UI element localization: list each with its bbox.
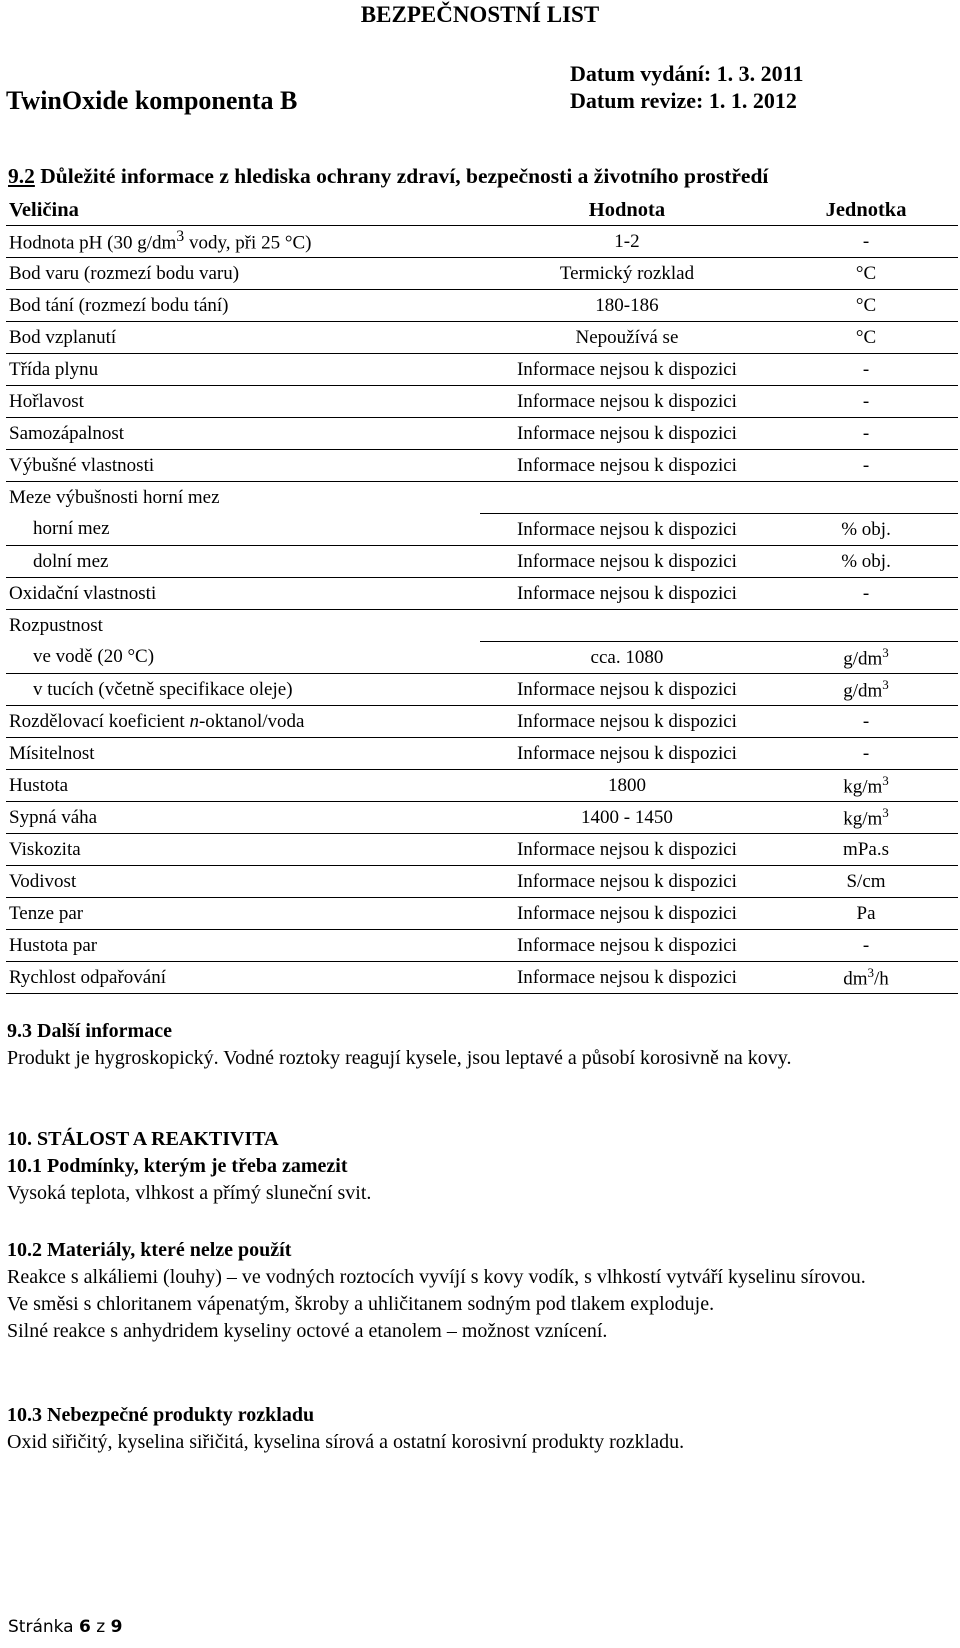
property-unit-cell	[774, 354, 958, 386]
table-row	[6, 834, 958, 866]
property-value: cca. 1080	[590, 646, 664, 668]
table-row	[6, 962, 958, 994]
revision-date: Datum revize: 1. 1. 2012	[570, 88, 797, 113]
property-name-cell	[6, 386, 480, 418]
property-unit-cell	[774, 322, 958, 354]
property-value: 180-186	[595, 294, 659, 316]
property-unit-superscript: 3	[882, 676, 889, 692]
property-name: Bod tání (rozmezí bodu tání)	[9, 294, 229, 316]
section-9-2-heading	[8, 164, 768, 189]
property-value: Nepoužívá se	[575, 326, 679, 348]
property-value: Informace nejsou k dispozici	[516, 550, 737, 572]
property-unit-cell	[774, 226, 958, 258]
property-unit-cell	[774, 418, 958, 450]
property-unit: -	[862, 742, 870, 764]
property-name: Tenze par	[9, 902, 84, 924]
property-unit-cell	[774, 546, 958, 578]
property-value: Informace nejsou k dispozici	[516, 518, 737, 540]
property-name: Viskozita	[9, 838, 81, 860]
property-name: Výbušné vlastnosti	[9, 454, 155, 476]
property-value: Informace nejsou k dispozici	[516, 710, 737, 732]
property-value: Informace nejsou k dispozici	[516, 390, 737, 412]
property-name-italic: n	[189, 710, 199, 732]
property-name: Hodnota pH (30 g/dm	[9, 232, 177, 254]
property-value: Informace nejsou k dispozici	[516, 966, 737, 988]
property-name-cell	[6, 610, 480, 642]
property-name-cell	[6, 418, 480, 450]
table-row	[6, 930, 958, 962]
property-unit-cell	[774, 898, 958, 930]
property-value: Informace nejsou k dispozici	[516, 934, 737, 956]
property-unit: -	[862, 454, 870, 476]
property-unit: -	[862, 582, 870, 604]
property-unit: g/dm	[843, 680, 883, 702]
table-row	[6, 482, 958, 514]
property-unit-cell	[774, 738, 958, 770]
property-value-cell	[480, 482, 774, 514]
table-row	[6, 866, 958, 898]
property-unit: % obj.	[841, 518, 891, 540]
property-value-cell	[480, 322, 774, 354]
property-name-superscript: 3	[176, 228, 185, 246]
property-name: Bod vzplanutí	[9, 326, 117, 348]
property-name: Oxidační vlastnosti	[9, 582, 157, 604]
property-unit: dm	[843, 968, 868, 990]
section-10-2-text-2: Ve směsi s chloritanem vápenatým, škroby a uhličitanem sodným pod tlakem exploduje.	[7, 1293, 715, 1315]
document-dates	[570, 60, 803, 114]
property-value-cell	[480, 290, 774, 322]
property-value: Informace nejsou k dispozici	[516, 358, 737, 380]
property-value-cell	[480, 258, 774, 290]
property-name: ve vodě (20 °C)	[33, 646, 155, 668]
section-9-3-text: Produkt je hygroskopický. Vodné roztoky reagují kysele, jsou leptavé a působí korosivně na kovy.	[7, 1047, 792, 1069]
property-unit: Pa	[856, 902, 876, 924]
property-value-cell	[480, 578, 774, 610]
property-value-cell	[480, 386, 774, 418]
property-unit-cell	[774, 290, 958, 322]
property-name: Hustota par	[9, 934, 98, 956]
property-name-cell	[6, 930, 480, 962]
footer-page-current: 6	[79, 1617, 91, 1637]
property-name-cell	[6, 866, 480, 898]
property-unit-cell	[774, 610, 958, 642]
property-unit-superscript: 3	[882, 772, 889, 788]
property-name-cell	[6, 898, 480, 930]
section-10-2-text-1: Reakce s alkáliemi (louhy) – ve vodných roztocích vyvíjí s kovy vodík, s vlhkostí vytváří kyselinu sírovou.	[7, 1266, 866, 1288]
property-unit: -	[862, 710, 870, 732]
property-name-cell	[6, 738, 480, 770]
properties-table	[6, 195, 958, 994]
table-row	[6, 546, 958, 578]
property-name: Sypná váha	[9, 806, 98, 828]
property-name: horní mez	[33, 518, 110, 540]
property-name: Rychlost odpařování	[9, 966, 167, 988]
footer-page-total: 9	[110, 1617, 123, 1637]
table-row	[6, 418, 958, 450]
property-name-cell	[6, 290, 480, 322]
property-unit-cell	[774, 386, 958, 418]
section-10-2-text-3: Silné reakce s anhydridem kyseliny octové a etanolem – možnost vznícení.	[7, 1320, 608, 1342]
table-row	[6, 642, 958, 674]
property-name: Meze výbušnosti horní mez	[9, 486, 220, 508]
property-name-cell	[6, 354, 480, 386]
property-unit: °C	[855, 294, 877, 316]
property-unit: °C	[855, 262, 877, 284]
property-name-cell	[6, 770, 480, 802]
property-name: Rozpustnost	[9, 614, 103, 636]
section-10-3-text: Oxid siřičitý, kyselina siřičitá, kyselina sírová a ostatní korosivní produkty rozkladu.	[7, 1431, 685, 1453]
property-unit: g/dm	[843, 648, 883, 670]
section-10	[7, 1126, 937, 1207]
property-unit: °C	[855, 326, 877, 348]
section-10-2	[7, 1237, 937, 1345]
property-value-cell	[480, 834, 774, 866]
issue-date: Datum vydání: 1. 3. 2011	[570, 61, 804, 86]
properties-table-body	[6, 226, 958, 994]
table-row	[6, 514, 958, 546]
property-unit-tail: /h	[874, 968, 889, 990]
property-value-cell	[480, 802, 774, 834]
property-value: Termický rozklad	[559, 262, 695, 284]
property-value-cell	[480, 642, 774, 674]
table-row	[6, 706, 958, 738]
property-name-cell	[6, 642, 480, 674]
table-row	[6, 674, 958, 706]
property-name: Samozápalnost	[9, 422, 125, 444]
property-name-cell	[6, 514, 480, 546]
section-10-3-heading: 10.3 Nebezpečné produkty rozkladu	[7, 1404, 315, 1426]
table-row	[6, 802, 958, 834]
table-row	[6, 770, 958, 802]
property-value: 1-2	[614, 230, 640, 252]
table-row	[6, 578, 958, 610]
property-unit-cell	[774, 578, 958, 610]
property-unit-cell	[774, 770, 958, 802]
property-name: Hořlavost	[9, 390, 84, 412]
property-unit: -	[862, 422, 870, 444]
property-unit-cell	[774, 802, 958, 834]
property-name-cell	[6, 226, 480, 258]
property-value: Informace nejsou k dispozici	[516, 454, 737, 476]
property-name-cell	[6, 450, 480, 482]
property-value: Informace nejsou k dispozici	[516, 870, 737, 892]
property-unit-cell	[774, 674, 958, 706]
section-9-2-title: Důležité informace z hlediska ochrany zdraví, bezpečnosti a životního prostředí	[34, 164, 769, 188]
property-value: Informace nejsou k dispozici	[516, 678, 737, 700]
column-header-unit: Jednotka	[774, 195, 958, 226]
table-row	[6, 258, 958, 290]
property-name: Hustota	[9, 774, 69, 796]
section-10-1-heading: 10.1 Podmínky, kterým je třeba zamezit	[7, 1155, 348, 1177]
property-unit-cell	[774, 642, 958, 674]
property-unit-cell	[774, 866, 958, 898]
property-name-cell	[6, 322, 480, 354]
property-unit-cell	[774, 482, 958, 514]
property-name: Mísitelnost	[9, 742, 95, 764]
property-name: Bod varu (rozmezí bodu varu)	[9, 262, 240, 284]
property-value-cell	[480, 770, 774, 802]
property-name-tail: vody, při 25 °C)	[184, 232, 312, 254]
section-10-heading: 10. STÁLOST A REAKTIVITA	[7, 1128, 279, 1150]
property-unit: % obj.	[841, 550, 891, 572]
property-unit-cell	[774, 514, 958, 546]
property-name-cell	[6, 546, 480, 578]
section-10-1-text: Vysoká teplota, vlhkost a přímý sluneční svit.	[7, 1182, 372, 1204]
section-9-3	[7, 1018, 937, 1072]
footer-page-prefix: Stránka	[8, 1617, 80, 1637]
property-value-cell	[480, 674, 774, 706]
property-value: Informace nejsou k dispozici	[516, 902, 737, 924]
property-value: Informace nejsou k dispozici	[516, 742, 737, 764]
property-value: Informace nejsou k dispozici	[516, 838, 737, 860]
property-value-cell	[480, 898, 774, 930]
property-value-cell	[480, 706, 774, 738]
property-value-cell	[480, 930, 774, 962]
section-9-3-heading: 9.3 Další informace	[7, 1020, 172, 1042]
property-unit-superscript: 3	[882, 804, 889, 820]
property-value-cell	[480, 738, 774, 770]
section-10-2-heading: 10.2 Materiály, které nelze použít	[7, 1239, 292, 1261]
property-name: Rozdělovací koeficient	[9, 710, 190, 732]
table-row	[6, 610, 958, 642]
property-unit-cell	[774, 258, 958, 290]
property-name: Vodivost	[9, 870, 77, 892]
property-value-cell	[480, 866, 774, 898]
property-value-cell	[480, 962, 774, 994]
document-title: BEZPEČNOSTNÍ LIST	[360, 2, 600, 27]
property-value-cell	[480, 226, 774, 258]
table-row	[6, 322, 958, 354]
property-value-cell	[480, 546, 774, 578]
table-row	[6, 898, 958, 930]
property-value: 1800	[607, 774, 646, 796]
product-name: TwinOxide komponenta B	[6, 86, 298, 115]
property-value-cell	[480, 418, 774, 450]
property-value: 1400 - 1450	[581, 806, 673, 828]
property-unit: mPa.s	[843, 838, 889, 860]
property-name-cell	[6, 578, 480, 610]
property-value-cell	[480, 514, 774, 546]
property-unit: -	[862, 934, 870, 956]
property-name: Třída plynu	[9, 358, 99, 380]
property-unit-cell	[774, 834, 958, 866]
property-unit-superscript: 3	[867, 964, 875, 980]
property-value-cell	[480, 610, 774, 642]
property-unit-cell	[774, 930, 958, 962]
page-footer	[8, 1617, 122, 1637]
property-name-cell	[6, 962, 480, 994]
property-value: Informace nejsou k dispozici	[516, 422, 737, 444]
property-name-cell	[6, 258, 480, 290]
table-row	[6, 386, 958, 418]
property-unit: -	[862, 358, 870, 380]
property-unit-cell	[774, 962, 958, 994]
table-header-row	[6, 195, 958, 226]
property-unit: -	[862, 230, 870, 252]
property-unit-cell	[774, 706, 958, 738]
property-unit: S/cm	[846, 870, 886, 892]
table-row	[6, 290, 958, 322]
property-name-cell	[6, 706, 480, 738]
property-unit: -	[862, 390, 870, 412]
table-row	[6, 738, 958, 770]
table-row	[6, 450, 958, 482]
section-10-3	[7, 1402, 937, 1456]
property-name: dolní mez	[33, 550, 109, 572]
table-row	[6, 226, 958, 258]
property-value-cell	[480, 450, 774, 482]
property-name-tail: -oktanol/voda	[198, 710, 305, 732]
property-name: v tucích (včetně specifikace oleje)	[33, 678, 293, 700]
property-name-cell	[6, 482, 480, 514]
column-header-quantity: Veličina	[6, 195, 480, 226]
property-unit-cell	[774, 450, 958, 482]
property-unit-superscript: 3	[882, 644, 889, 660]
footer-page-mid: z	[90, 1617, 111, 1637]
column-header-value: Hodnota	[480, 195, 774, 226]
property-value: Informace nejsou k dispozici	[516, 582, 737, 604]
property-unit: kg/m	[843, 776, 883, 798]
property-value-cell	[480, 354, 774, 386]
table-row	[6, 354, 958, 386]
property-name-cell	[6, 674, 480, 706]
property-name-cell	[6, 834, 480, 866]
section-9-2-number: 9.2	[8, 164, 35, 188]
property-name-cell	[6, 802, 480, 834]
property-unit: kg/m	[843, 808, 883, 830]
